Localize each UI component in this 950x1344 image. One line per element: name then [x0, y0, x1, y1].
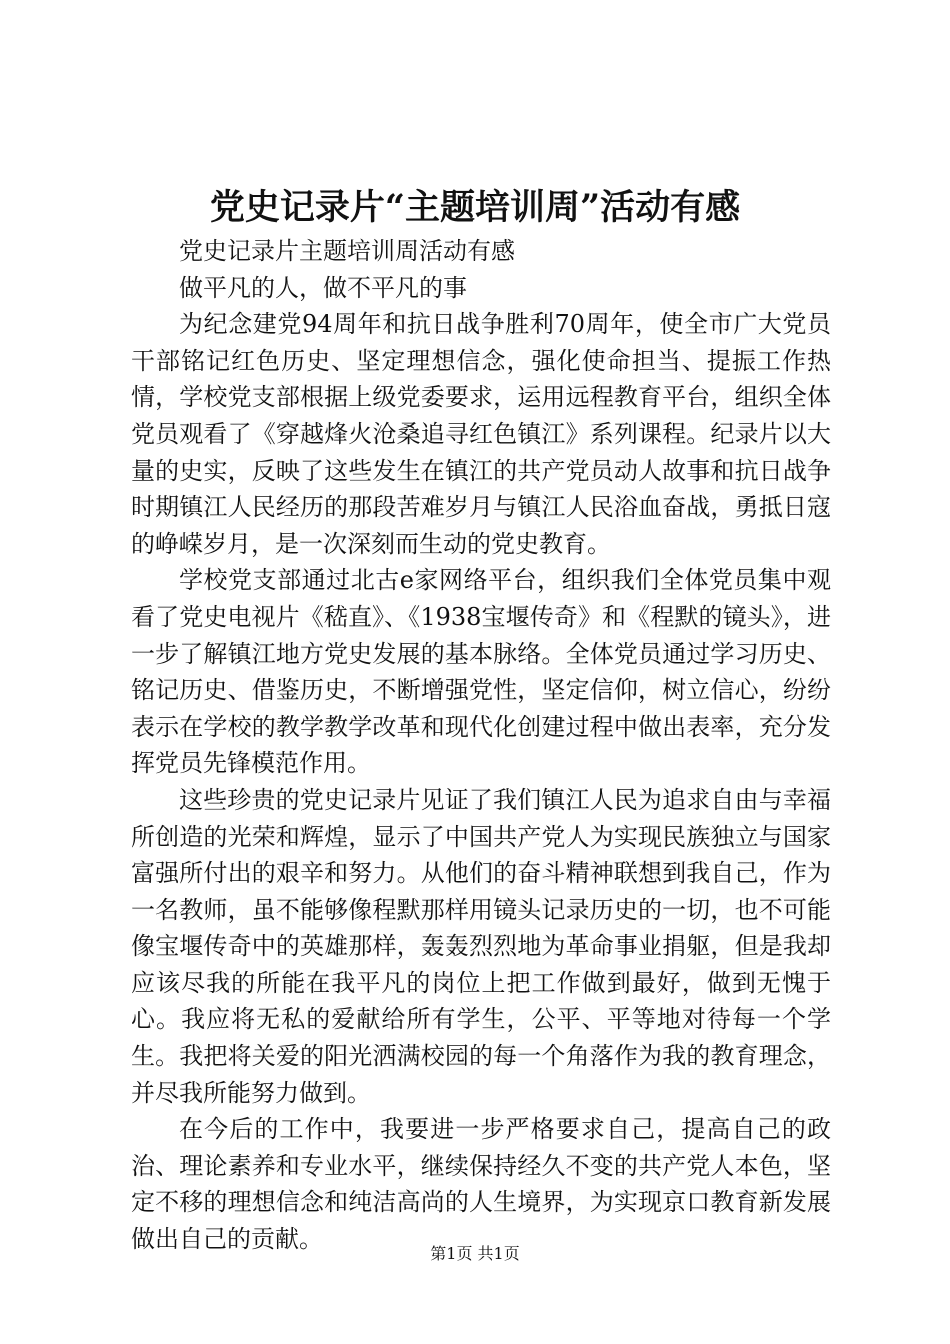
body-paragraph: 学校党支部通过北古e家网络平台，组织我们全体党员集中观看了党史电视片《嵇直》、《1938宝堰传奇》和《程默的镜头》，进一步了解镇江地方党史发展的基本脉络。全体党员通过学习历史、铭记历史、借鉴历史，不断增强党性，坚定信仰，树立信心，纷纷表示在学校的教学教学改革和现代化创建过程中做出表率，充分发挥党员先锋模范作用。: [131, 566, 831, 778]
page-number-footer: 第1页 共1页: [430, 1244, 520, 1263]
document-body: [131, 233, 831, 1258]
document-subtitle: 党史记录片主题培训周活动有感: [179, 237, 515, 265]
document-title: 党史记录片“主题培训周”活动有感: [209, 187, 741, 228]
document-tagline: 做平凡的人，做不平凡的事: [179, 273, 467, 302]
body-paragraph: 这些珍贵的党史记录片见证了我们镇江人民为追求自由与幸福所创造的光荣和辉煌，显示了中国共产党人为实现民族独立与国家富强所付出的艰辛和努力。从他们的奋斗精神联想到我自己，作为一名教师，虽不能够像程默那样用镜头记录历史的一切，也不可能像宝堰传奇中的英雄那样，轰轰烈烈地为革命事业捐躯，但是我却应该尽我的所能在我平凡的岗位上把工作做到最好，做到无愧于心。我应将无私的爱献给所有学生，公平、平等地对待每一个学生。我把将关爱的阳光洒满校园的每一个角落作为我的教育理念，并尽我所能努力做到。: [131, 785, 831, 1107]
body-paragraph: 为纪念建党94周年和抗日战争胜利70周年，使全市广大党员干部铭记红色历史、坚定理想信念，强化使命担当、提振工作热情，学校党支部根据上级党委要求，运用远程教育平台，组织全体党员观看了《穿越烽火沧桑追寻红色镇江》系列课程。纪录片以大量的史实，反映了这些发生在镇江的共产党员动人故事和抗日战争时期镇江人民经历的那段苦难岁月与镇江人民浴血奋战，勇抵日寇的峥嵘岁月，是一次深刻而生动的党史教育。: [131, 310, 831, 558]
body-paragraph: 在今后的工作中，我要进一步严格要求自己，提高自己的政治、理论素养和专业水平，继续保持经久不变的共产党人本色，坚定不移的理想信念和纯洁高尚的人生境界，为实现京口教育新发展做出自己的贡献。: [131, 1115, 831, 1254]
